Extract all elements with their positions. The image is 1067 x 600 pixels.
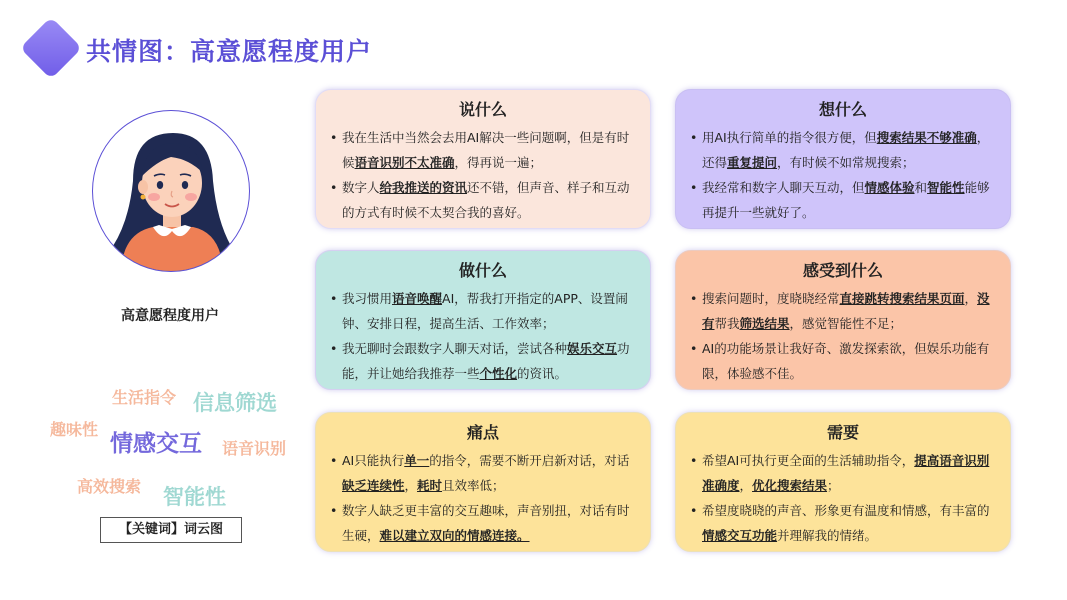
card-bullet-item xyxy=(690,498,996,548)
bullet-text: ， xyxy=(964,291,978,306)
highlight-text: 情感交互功能 xyxy=(702,528,778,543)
keyword-quweixing: 趣味性 xyxy=(50,420,99,439)
logo-diamond-icon xyxy=(20,17,82,79)
keyword-zhinengxing: 智能性 xyxy=(163,485,226,509)
card-bullet-item xyxy=(690,448,996,498)
bullet-text: ，感觉智能性不足； xyxy=(789,316,903,331)
card-needs xyxy=(675,412,1011,552)
keyword-xinxi-shaixuan: 信息筛选 xyxy=(193,391,277,415)
card-list xyxy=(690,125,996,225)
card-bullet-item xyxy=(330,286,636,336)
card-pain-points xyxy=(315,412,651,552)
card-title: 痛点 xyxy=(466,423,499,442)
card-title: 做什么 xyxy=(458,261,507,280)
persona-name: 高意愿程度用户 xyxy=(121,308,219,324)
bullet-text: 数字人缺乏更丰富的交互趣味，声音别扭，对话有时生硬， xyxy=(342,503,630,543)
bullet-text: 还不错，但声音、样子和互动的方式有时候不太契合我的喜好。 xyxy=(342,180,630,220)
bullet-text: ，有时候不如常规搜索； xyxy=(777,155,915,170)
card-list xyxy=(690,448,996,548)
highlight-text: 缺乏连续性 xyxy=(342,478,405,493)
highlight-text: 语音识别不太准确 xyxy=(354,155,455,170)
card-bullet-item xyxy=(330,448,636,498)
keyword-gaoxiao-sousuo: 高效搜索 xyxy=(77,477,142,496)
bullet-text: 希望度晓晓的声音、形象更有温度和情感，有丰富的 xyxy=(702,503,990,518)
card-bullet-item xyxy=(330,125,636,175)
card-do xyxy=(315,250,651,390)
card-say xyxy=(315,89,651,229)
bullet-text: 我习惯用 xyxy=(342,291,393,306)
card-bullet-item xyxy=(330,336,636,386)
bullet-text: ，还得 xyxy=(702,130,990,170)
highlight-text: 重复提问 xyxy=(727,155,778,170)
highlight-text: 没有 xyxy=(702,291,990,331)
card-bullet-item xyxy=(690,286,996,336)
bullet-text: 希望AI可执行更全面的生活辅助指令， xyxy=(702,453,915,468)
highlight-text: 语音唤醒 xyxy=(392,291,443,306)
bullet-text: 的资讯。 xyxy=(517,366,568,381)
card-bullet-item xyxy=(690,125,996,175)
bullet-text: 我在生活中当然会去用AI解决一些问题啊，但是有时候 xyxy=(342,130,630,170)
bullet-text: 的指令，需要不断开启新对话，对话 xyxy=(429,453,630,468)
card-bullet-item xyxy=(690,336,996,386)
bullet-text: ， xyxy=(404,478,418,493)
wordcloud-label: 【关键词】词云图 xyxy=(100,517,242,543)
page-title: 共情图：高意愿程度用户 xyxy=(86,37,373,66)
card-list xyxy=(330,448,636,548)
card-title: 说什么 xyxy=(458,100,507,119)
card-list xyxy=(330,125,636,225)
highlight-text: 提高语音识别准确度 xyxy=(702,453,990,493)
bullet-text: 搜索问题时，度晓晓经常 xyxy=(702,291,840,306)
highlight-text: 优化搜索结果 xyxy=(752,478,828,493)
bullet-text: 我经常和数字人聊天互动，但 xyxy=(702,180,865,195)
bullet-text: AI的功能场景让我好奇、激发探索欲，但娱乐功能有限，体验感不佳。 xyxy=(702,341,990,381)
highlight-text: 给我推送的资讯 xyxy=(379,180,468,195)
bullet-text: 和 xyxy=(914,180,928,195)
highlight-text: 情感体验 xyxy=(864,180,915,195)
bullet-text: ； xyxy=(827,478,840,493)
highlight-text: 智能性 xyxy=(927,180,965,195)
bullet-text: 数字人 xyxy=(342,180,380,195)
bullet-text: 且效率低； xyxy=(442,478,505,493)
card-list xyxy=(330,286,636,386)
card-feel xyxy=(675,250,1011,390)
card-title: 想什么 xyxy=(818,100,867,119)
bullet-text: 帮我 xyxy=(714,316,740,331)
bullet-text: AI只能执行 xyxy=(342,453,405,468)
card-bullet-item xyxy=(330,498,636,548)
card-bullet-item xyxy=(690,175,996,225)
card-list xyxy=(690,286,996,386)
bullet-text: 能够再提升一些就好了。 xyxy=(702,180,990,220)
bullet-text: 并理解我的情绪。 xyxy=(777,528,878,543)
persona-illustration-icon xyxy=(93,111,249,271)
bullet-text: 功能，并让她给我推荐一些 xyxy=(342,341,630,381)
highlight-text: 耗时 xyxy=(417,478,443,493)
card-think xyxy=(675,89,1011,229)
bullet-text: ，得再说一遍； xyxy=(454,155,543,170)
highlight-text: 直接跳转搜索结果页面 xyxy=(839,291,965,306)
bullet-text: AI，帮我打开指定的APP、设置闹钟、安排日程，提高生活、工作效率； xyxy=(342,291,628,331)
persona-avatar xyxy=(92,110,250,272)
highlight-text: 娱乐交互 xyxy=(567,341,618,356)
keyword-qinggan-jiaohu: 情感交互 xyxy=(110,431,202,457)
card-title: 需要 xyxy=(826,423,859,442)
highlight-text: 难以建立双向的情感连接。 xyxy=(379,528,530,543)
highlight-text: 个性化 xyxy=(479,366,518,381)
keyword-yuyin-shibie: 语音识别 xyxy=(222,439,287,458)
highlight-text: 单一 xyxy=(404,453,430,468)
bullet-text: 用AI执行简单的指令很方便，但 xyxy=(702,130,877,145)
highlight-text: 筛选结果 xyxy=(739,316,790,331)
card-title: 感受到什么 xyxy=(802,261,883,280)
bullet-text: 我无聊时会跟数字人聊天对话，尝试各种 xyxy=(342,341,568,356)
keyword-shenghuo-zhiling: 生活指令 xyxy=(112,388,177,407)
highlight-text: 搜索结果不够准确 xyxy=(876,130,977,145)
card-bullet-item xyxy=(330,175,636,225)
bullet-text: ， xyxy=(739,478,753,493)
